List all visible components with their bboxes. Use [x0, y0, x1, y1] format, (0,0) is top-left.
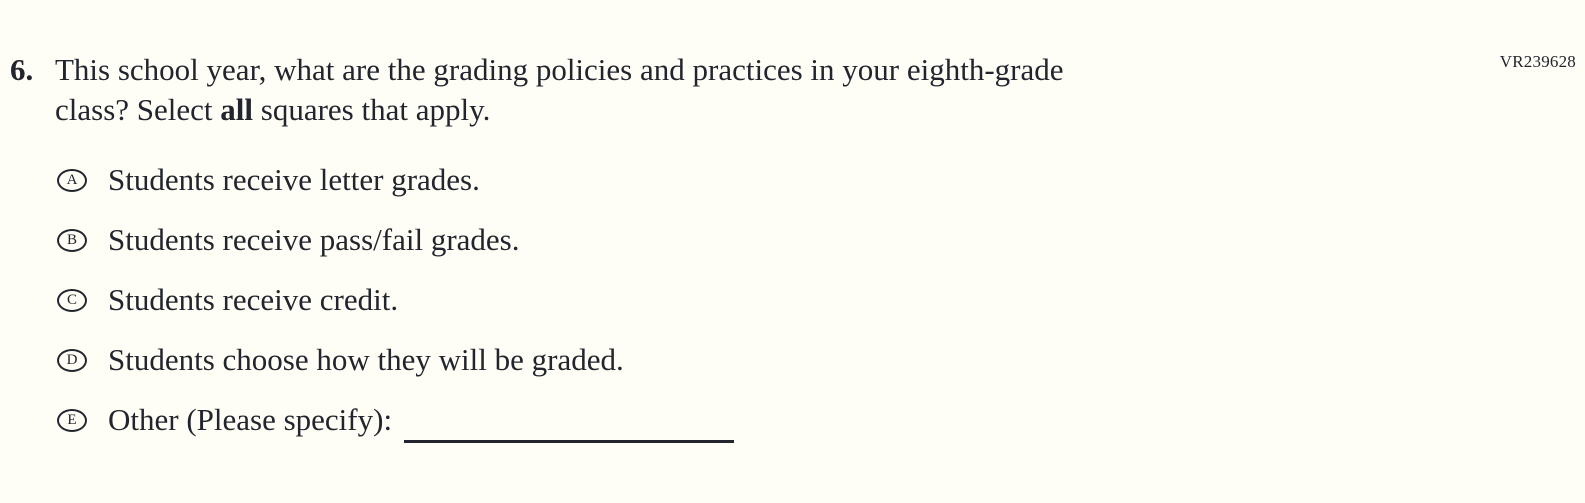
- option-d-label: Students choose how they will be graded.: [108, 342, 624, 377]
- option-c-bubble[interactable]: C: [57, 289, 87, 312]
- option-a-bubble[interactable]: A: [57, 169, 87, 192]
- option-e-label: Other (Please specify):: [108, 402, 393, 437]
- option-row-c[interactable]: [57, 280, 1585, 320]
- option-d-bubble[interactable]: D: [57, 349, 87, 372]
- form-code: VR239628: [1499, 52, 1576, 71]
- option-a-label: Students receive letter grades.: [108, 162, 480, 197]
- option-e-bubble[interactable]: E: [57, 409, 87, 432]
- questionnaire-page: [0, 50, 1585, 503]
- question-bold-word: all: [220, 92, 253, 127]
- option-b-label: Students receive pass/fail grades.: [108, 222, 520, 257]
- question-text: [55, 50, 1063, 130]
- option-c-label: Students receive credit.: [108, 282, 399, 317]
- option-b-bubble[interactable]: B: [57, 229, 87, 252]
- options-list: [57, 160, 1585, 440]
- option-row-e[interactable]: [57, 400, 1585, 440]
- other-specify-blank-line[interactable]: [404, 413, 734, 443]
- option-row-a[interactable]: [57, 160, 1585, 200]
- question-text-line1: This school year, what are the grading policies and practices in your eighth-grade: [55, 52, 1064, 87]
- question-text-line2: class? Select all squares that apply.: [55, 92, 491, 127]
- option-row-b[interactable]: [57, 220, 1585, 260]
- question-number: 6.: [10, 52, 34, 87]
- option-row-d[interactable]: [57, 340, 1585, 380]
- question-block: [0, 50, 1585, 130]
